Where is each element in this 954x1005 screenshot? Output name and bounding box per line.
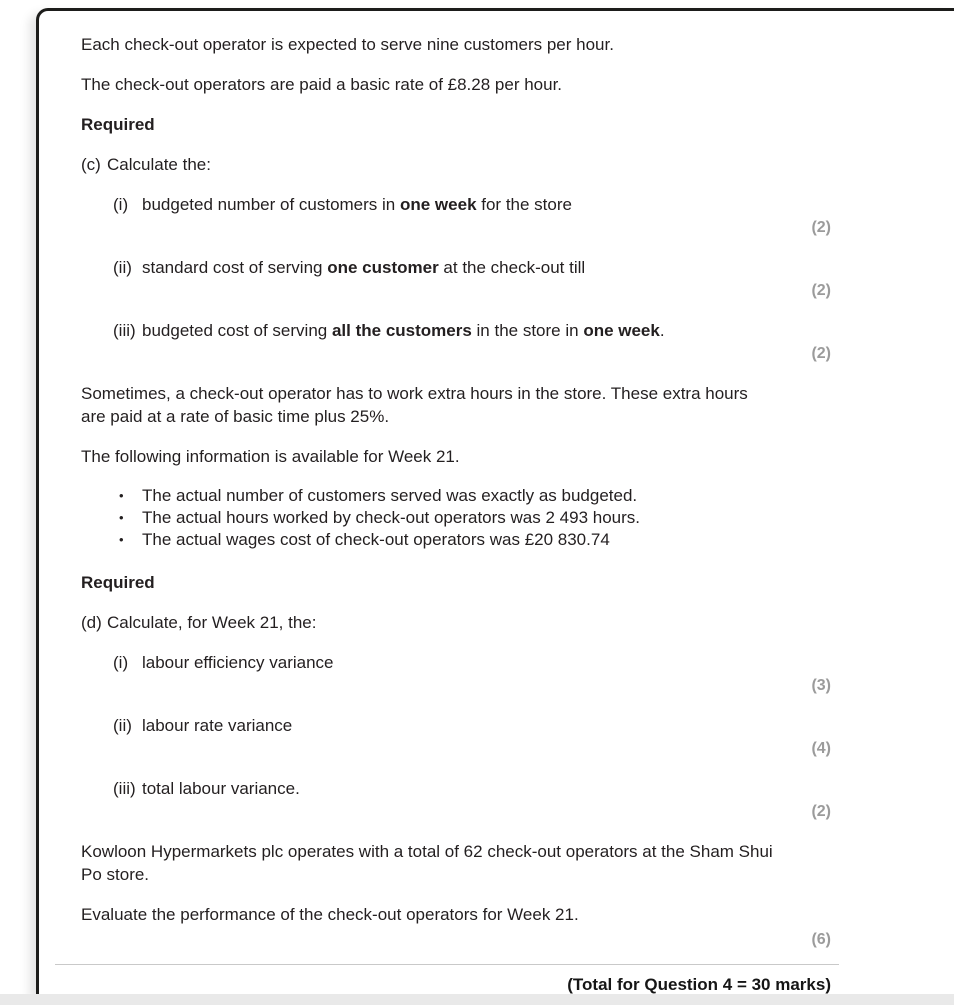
question-d-ii-number: (ii) — [113, 716, 132, 735]
question-c-ii — [81, 256, 831, 302]
part-d-text: Calculate, for Week 21, the: — [107, 613, 317, 632]
question-c-i — [81, 193, 831, 239]
intro-paragraph-1: Each check-out operator is expected to serve nine customers per hour. — [81, 35, 614, 54]
part-d-heading — [81, 611, 831, 634]
marks-c-ii: (2) — [811, 282, 831, 299]
list-item — [119, 485, 831, 507]
bullet-text-3: The actual wages cost of check-out operators was £20 830.74 — [142, 530, 610, 549]
bullet-icon: • — [119, 532, 124, 547]
part-c-heading — [81, 153, 831, 176]
week21-bullet-list — [81, 485, 831, 551]
part-c-number: (c) — [81, 155, 101, 174]
page-bottom-background — [0, 994, 954, 1005]
marks-c-i: (2) — [811, 219, 831, 236]
marks-d-iii: (2) — [811, 803, 831, 820]
evaluate-paragraph: Evaluate the performance of the check-out operators for Week 21. — [81, 905, 579, 924]
part-c-text: Calculate the: — [107, 155, 211, 174]
marks-d-ii: (4) — [811, 740, 831, 757]
question-d-i — [81, 651, 831, 697]
marks-evaluate: (6) — [811, 931, 831, 948]
bullet-icon: • — [119, 510, 124, 525]
part-d-number: (d) — [81, 613, 102, 632]
required-heading-2: Required — [81, 573, 155, 592]
question-d-ii — [81, 714, 831, 760]
evaluate-block — [81, 903, 831, 951]
overtime-paragraph: Sometimes, a check-out operator has to work extra hours in the store. These extra hours are paid at a rate of basic time plus 25%. — [81, 384, 748, 426]
kowloon-paragraph: Kowloon Hypermarkets plc operates with a total of 62 check-out operators at the Sham Shui Po store. — [81, 842, 773, 884]
question-c-ii-number: (ii) — [113, 258, 132, 277]
question-c-i-number: (i) — [113, 195, 129, 214]
marks-d-i: (3) — [811, 677, 831, 694]
question-c-i-text: budgeted number of customers in one week for the store — [142, 195, 572, 214]
exam-paper-page — [36, 8, 954, 994]
question-d-iii-number: (iii) — [113, 779, 136, 798]
question-d-iii-text: total labour variance. — [142, 779, 300, 798]
question-c-ii-text: standard cost of serving one customer at the check-out till — [142, 258, 586, 277]
question-d-i-text: labour efficiency variance — [142, 653, 334, 672]
question-d-iii — [81, 777, 831, 823]
bullet-text-2: The actual hours worked by check-out operators was 2 493 hours. — [142, 508, 640, 527]
bullet-text-1: The actual number of customers served was exactly as budgeted. — [142, 486, 638, 505]
total-divider-line — [55, 964, 839, 965]
question-c-iii-number: (iii) — [113, 321, 136, 340]
question-d-ii-text: labour rate variance — [142, 716, 293, 735]
page-content — [81, 11, 831, 996]
question-total-line: (Total for Question 4 = 30 marks) — [567, 975, 831, 994]
required-heading-1: Required — [81, 115, 155, 134]
question-c-iii-text: budgeted cost of serving all the customers in the store in one week. — [142, 321, 665, 340]
question-c-iii — [81, 319, 831, 365]
list-item — [119, 529, 831, 551]
intro-paragraph-2: The check-out operators are paid a basic rate of £8.28 per hour. — [81, 75, 563, 94]
bullet-icon: • — [119, 488, 124, 503]
question-d-i-number: (i) — [113, 653, 129, 672]
list-item — [119, 507, 831, 529]
marks-c-iii: (2) — [811, 345, 831, 362]
week21-intro-paragraph: The following information is available for Week 21. — [81, 447, 460, 466]
